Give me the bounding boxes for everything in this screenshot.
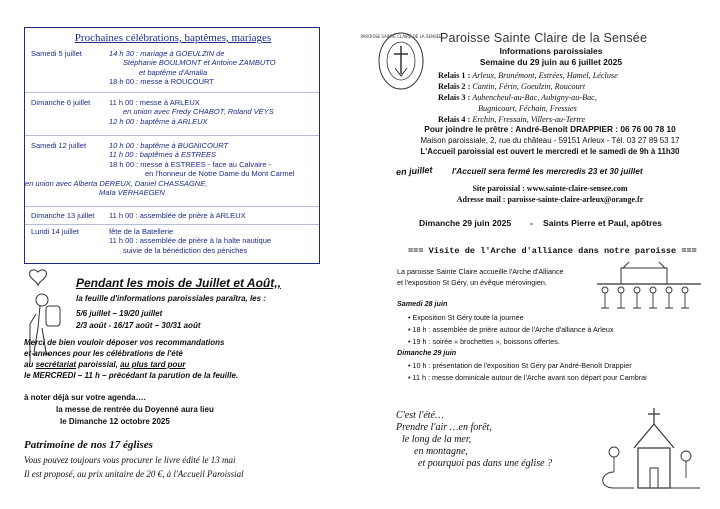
church-illustration	[594, 402, 704, 503]
list-item: • 11 h : messe dominicale autour de l'Arche avant son départ pour Cambrai	[408, 373, 647, 382]
july-closure: l'Accueil sera fermé les mercredis 23 et 30 juillet	[452, 166, 643, 176]
parish-website[interactable]: Site paroissial : www.sainte-claire-sensee.com	[472, 184, 628, 193]
schedule-title: Prochaines célébrations, baptêmes, mariages	[74, 32, 272, 44]
divider	[25, 224, 319, 225]
relais-item: Relais 3 : Aubencheul-au-Bac, Aubigny-au-Bac,	[438, 93, 597, 102]
relais-list	[438, 70, 618, 125]
schedule-date: Dimanche 13 juillet	[31, 211, 95, 220]
relais-item: Bugnicourt, Féchain, Fressies	[478, 104, 577, 113]
opening-hours: L'Accueil paroissial est ouvert le mercredi et le samedi de 9h à 11h30	[420, 147, 680, 156]
relais-item: Relais 4 : Erchin, Fressain, Villers-au-Tertre	[438, 115, 586, 124]
sunday-feast: Saints Pierre et Paul, apôtres	[543, 218, 662, 228]
list-item: • 19 h : soirée « brochettes », boissons offertes.	[408, 337, 560, 346]
schedule-date: Lundi 14 juillet	[31, 227, 79, 236]
priest-contact: Pour joindre le prêtre : André-Benoît DRAPPIER : 06 76 00 78 10	[424, 124, 676, 134]
schedule-date: Samedi 5 juillet	[31, 49, 82, 58]
arche-title: === Visite de l'Arche d'alliance dans notre paroisse ===	[408, 246, 697, 256]
sunday-dash: -	[530, 218, 533, 228]
schedule-box	[24, 27, 320, 264]
list-item: • Exposition St Géry toute la journée	[408, 313, 524, 322]
summer-dates-august: 2/3 août - 16/17 août – 30/31 août	[76, 321, 201, 330]
ark-procession-illustration	[593, 262, 705, 317]
patrimoine-line: Vous pouvez toujours vous procurer le livre édité le 13 mai	[24, 455, 236, 465]
sunday-heading: Dimanche 29 juin	[397, 348, 457, 357]
patrimoine-price: Il est proposé, au prix unitaire de 20 €, à l'Accueil Paroissial	[24, 469, 244, 479]
schedule-date: Dimanche 6 juillet	[31, 98, 91, 107]
arche-intro: La paroisse Sainte Claire accueille l'Arche d'Alliance et l'exposition St Géry, un évêque mérovingien.	[397, 267, 564, 287]
schedule-events: 11 h 00 : messe à ARLEUX en union avec Fredy CHABOT, Roland VEYS 12 h 00 : baptême à ARLEUX	[109, 98, 274, 126]
summer-heading: Pendant les mois de Juillet et Août,,	[76, 276, 281, 290]
summer-poem: C'est l'été… Prendre l'air …en forêt, le long de la mer, en montagne, et pourquoi pas dans une église ?	[396, 410, 553, 469]
divider	[25, 92, 319, 93]
saturday-heading: Samedi 28 juin	[397, 299, 448, 308]
parish-address: Maison paroissiale, 2, rue du château - 59151 Arleux - Tél. 03 27 89 53 17	[420, 136, 680, 145]
patrimoine-title: Patrimoine de nos 17 églises	[24, 439, 153, 451]
svg-text:PAROISSE SAINTE CLAIRE DE LA S: PAROISSE SAINTE CLAIRE DE LA SENSÉE	[360, 34, 442, 39]
divider	[25, 206, 319, 207]
week-range: Semaine du 29 juin au 6 juillet 2025	[479, 57, 623, 67]
schedule-date: Samedi 12 juillet	[31, 141, 87, 150]
july-tag: en juillet	[395, 164, 433, 178]
relais-item: Relais 2 : Cantin, Férin, Goeulzin, Roucourt	[438, 82, 586, 91]
agenda-title: à noter déjà sur votre agenda….	[24, 393, 146, 402]
agenda-date: le Dimanche 12 octobre 2025	[60, 417, 170, 426]
list-item: • 10 h : présentation de l'exposition St Géry par André-Benoît Drappier	[408, 361, 632, 370]
saturday-list	[408, 312, 613, 348]
schedule-events: 10 h 00 : baptême à BUGNICOURT 11 h 00 : baptêmes à ESTREES 18 h 00 : messe à ESTREES - face au Calvaire - en l'honneur de Notre Dame du Mont Carmel en union avec Alberta DEREUX, Daniel CHASSAGNE, Maïa VERHAEGEN	[25, 141, 295, 198]
sunday-date: Dimanche 29 juin 2025	[419, 218, 512, 228]
parish-title: Paroisse Sainte Claire de la Sensée	[440, 31, 648, 45]
schedule-events: 11 h 00 : assemblée de prière à ARLEUX	[109, 211, 246, 220]
list-item: • 18 h : assemblée de prière autour de l'Arche d'alliance à Arleux	[408, 325, 614, 334]
sunday-list	[408, 360, 647, 384]
agenda-line: la messe de rentrée du Doyenné aura lieu	[56, 405, 214, 414]
schedule-events: 14 h 30 : mariage à GOEULZIN de Stéphanie BOULMONT et Antoine ZAMBUTO et baptême d'Amalia 18 h 00 : messe à ROUCOURT	[109, 49, 276, 87]
parish-email[interactable]: Adresse mail : paroisse-sainte-claire-arleux@orange.fr	[456, 195, 644, 204]
summer-dates-july: 5/6 juillet – 19/20 juillet	[76, 309, 163, 318]
relais-item: Relais 1 : Arleux, Brunémont, Estrées, Hamel, Lécluse	[438, 71, 618, 80]
schedule-events: fête de la Batellerie 11 h 00 : assemblée de prière à la halte nautique suivie de la bénédiction des péniches	[109, 227, 272, 255]
summer-note: Merci de bien vouloir déposer vos recommandations et annonces pour les célébrations de l'été au secrétariat paroissial, au plus tard pour le MERCREDI – 11 h – précédant la parution de la feuille.	[24, 338, 239, 380]
divider	[25, 135, 319, 136]
summer-intro: la feuille d'informations paroissiales paraîtra, les :	[76, 294, 266, 303]
parish-seal	[360, 30, 442, 97]
parish-subtitle: Informations paroissiales	[499, 46, 603, 56]
